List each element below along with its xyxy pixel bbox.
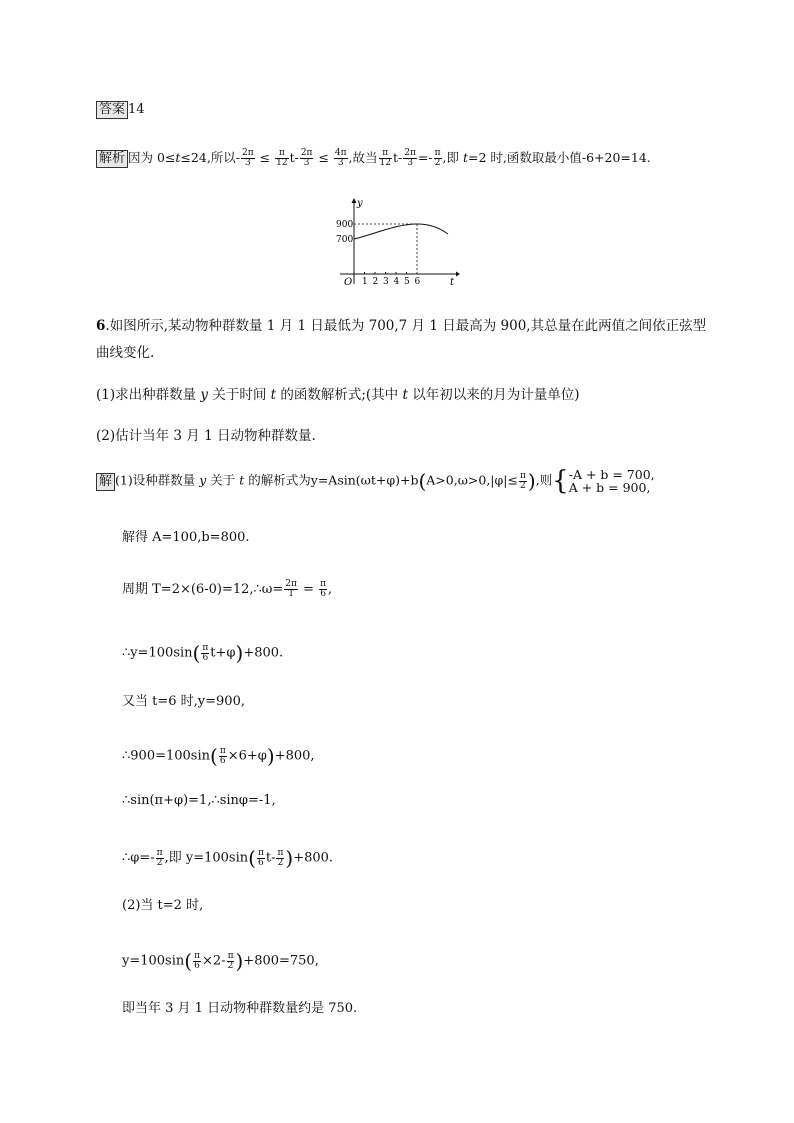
solution-text: +800, xyxy=(274,748,315,764)
answer-line xyxy=(96,101,145,119)
fraction: $\frac{\pi}{2}$ xyxy=(434,148,441,168)
origin-label: O xyxy=(344,277,353,288)
solution-text: = xyxy=(298,582,319,597)
answer-value: 14 xyxy=(128,102,145,117)
problem-number: 6 xyxy=(96,318,106,334)
question-2: (2)估计当年 3 月 1 日动物种群数量. xyxy=(96,428,316,444)
y-tick-700: 700 xyxy=(336,235,354,245)
y-axis-label: y xyxy=(357,198,363,209)
fraction: $\frac{\pi}{6}$ xyxy=(257,847,264,868)
fraction: $\frac{2\pi}{3}$ xyxy=(300,148,313,168)
solution-text: +800. xyxy=(293,850,334,866)
solution-line-7: ∴sin(π+φ)=1,∴sinφ=-1, xyxy=(122,793,276,808)
analysis-text: ,故当 xyxy=(348,150,378,165)
x-tick-5: 5 xyxy=(404,277,410,287)
solution-text: ×2- xyxy=(202,953,226,969)
solution-line-11: 即当年 3 月 1 日动物种群数量约是 750. xyxy=(122,1001,358,1016)
analysis-text: 因为 0≤ xyxy=(128,150,176,165)
analysis-text: =- xyxy=(417,150,433,165)
solution-text: 周期 T=2×(6-0)=12,∴ω= xyxy=(122,582,284,597)
analysis-text: ≤24,所以- xyxy=(180,150,241,165)
solution-formula: y=Asin(ωt+φ)+b xyxy=(310,472,419,488)
sine-curve-figure xyxy=(330,196,460,288)
solution-line-8: ∴φ=- $\frac{\pi}{2}$ ,即 y=100sin( $\frac{\pi}{6}$ t- $\frac{\pi}{2}$ )+800. xyxy=(122,846,334,870)
sine-curve xyxy=(354,224,448,239)
fraction: $\frac{\pi}{12}$ xyxy=(379,148,391,168)
solution-text: , xyxy=(328,582,333,597)
y-axis-arrow xyxy=(352,198,357,203)
analysis-line xyxy=(96,148,651,168)
x-axis-arrow xyxy=(456,272,460,277)
fraction: $\frac{\pi}{2}$ xyxy=(156,847,163,868)
analysis-text: ≤ xyxy=(255,150,275,165)
solution-line-5: 又当 t=6 时,y=900, xyxy=(122,694,245,709)
solution-tag: 解 xyxy=(96,473,115,491)
solution-line-3 xyxy=(122,578,332,599)
solution-text: t+φ xyxy=(210,645,236,661)
solution-text: +800. xyxy=(243,645,284,661)
x-tick-6: 6 xyxy=(414,277,421,287)
solution-condition: A>0,ω>0,|φ|≤ xyxy=(426,472,518,488)
fraction: $\frac{\pi}{6}$ xyxy=(202,642,209,663)
analysis-tag: 解析 xyxy=(96,150,128,168)
analysis-text: ≤ xyxy=(314,150,333,165)
analysis-text: t- xyxy=(392,150,403,165)
fraction: $\frac{2\pi}{3}$ xyxy=(242,148,254,168)
fraction: $\frac{\pi}{12}$ xyxy=(276,148,288,168)
question-text: 以年初以来的月为计量单位) xyxy=(412,387,580,403)
solution-text: 的解析式为 xyxy=(248,472,311,488)
question-text: 关于时间 xyxy=(212,387,267,403)
fraction: $\frac{\pi}{6}$ xyxy=(194,950,200,971)
solution-text: ∴φ=- xyxy=(122,850,155,866)
analysis-text: ,即 xyxy=(442,150,463,165)
solution-text: ×6+φ xyxy=(227,748,267,764)
solution-text: ,则 xyxy=(535,472,553,488)
var-t: t xyxy=(462,150,468,165)
fraction: $\frac{\pi}{2}$ xyxy=(277,847,284,868)
question-1: (1)求出种群数量 y 关于时间 t 的函数解析式;(其中 t 以年初以来的月为计量单位) xyxy=(96,387,580,403)
equation-system: -A + b = 700, A + b = 900, xyxy=(568,467,655,495)
solution-text: 关于 xyxy=(210,472,236,488)
fraction: $\frac{2\pi}{3}$ xyxy=(404,148,416,168)
x-tick-1: 1 xyxy=(362,277,368,287)
var-t: t xyxy=(175,150,181,165)
fraction: $\frac{2\pi}{T}$ xyxy=(285,579,297,599)
answer-tag: 答案 xyxy=(96,101,128,119)
x-tick-4: 4 xyxy=(393,277,400,287)
fraction: $\frac{\pi}{2}$ xyxy=(227,950,234,971)
solution-text: +800=750, xyxy=(243,953,319,969)
solution-text: (1)设种群数量 xyxy=(115,472,196,488)
x-tick-3: 3 xyxy=(383,277,389,287)
fraction: $\frac{4\pi}{3}$ xyxy=(334,148,347,168)
solution-line-9: (2)当 t=2 时, xyxy=(122,898,204,913)
solution-line-1: 解 (1)设种群数量 y 关于 t 的解析式为y=Asin(ωt+φ)+b(A>0,ω>0,|φ|≤ $\frac{\pi}{2}$ ),则{ -A + b = 700, A + b = 900, xyxy=(96,466,655,496)
solution-text: ∴y=100sin xyxy=(122,645,193,661)
solution-text: ∴900=100sin xyxy=(122,748,210,764)
analysis-text: t- xyxy=(289,150,299,165)
x-axis-label: t xyxy=(450,277,455,288)
y-tick-900: 900 xyxy=(336,220,354,230)
solution-text: t- xyxy=(265,850,276,866)
problem-text: .如图所示,某动物种群数量 1 月 1 日最低为 700,7 月 1 日最高为 900,其总量在此两值之间依正弦型 xyxy=(105,318,707,334)
fraction: $\frac{\pi}{6}$ xyxy=(320,579,327,599)
question-text: (1)求出种群数量 xyxy=(96,387,197,403)
solution-line-6: ∴900=100sin( $\frac{\pi}{6}$ ×6+φ)+800, xyxy=(122,744,315,768)
problem-line-2: 曲线变化. xyxy=(96,345,155,361)
analysis-text: =2 时,函数取最小值-6+20=14. xyxy=(468,150,651,165)
solution-text: y=100sin xyxy=(122,953,185,969)
problem-line-1 xyxy=(96,314,706,334)
solution-line-4: ∴y=100sin( $\frac{\pi}{6}$ t+φ)+800. xyxy=(122,641,284,665)
x-tick-2: 2 xyxy=(372,277,379,287)
solution-line-2: 解得 A=100,b=800. xyxy=(122,530,250,545)
question-text: 的函数解析式;(其中 xyxy=(280,387,399,403)
fraction: $\frac{\pi}{6}$ xyxy=(219,745,226,766)
fraction: $\frac{\pi}{2}$ xyxy=(519,470,526,491)
solution-text: ,即 y=100sin xyxy=(164,850,249,866)
solution-line-10: y=100sin( $\frac{\pi}{6}$ ×2- $\frac{\pi}{2}$ )+800=750, xyxy=(122,949,319,973)
